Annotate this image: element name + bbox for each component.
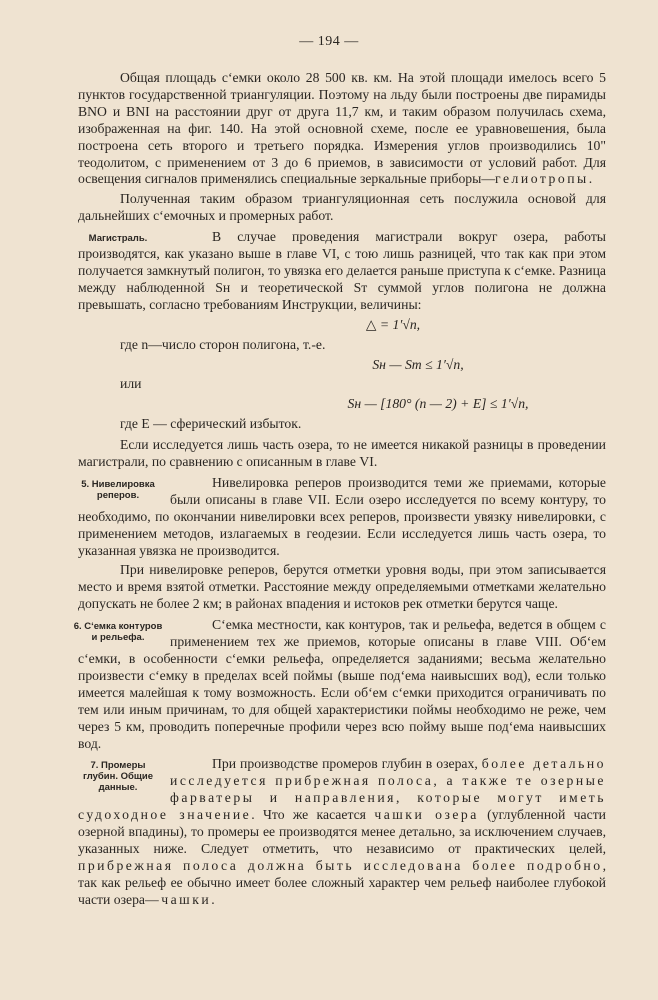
formula-2: Sн — Sт ≤ 1′√n, [372,356,464,372]
paragraph-text: (углубленной части озерной впадины), то промеры ее производятся менее детально, за исключением случаев, указанных ниже. Следует отметить, что независимо от практических целей, [78,807,607,856]
paragraph-water-marks: При нивелировке реперов, берутся отметки уровня воды, при этом записывается место и время взятой отметки. Расстояние между определяемыми отметками желательно допускать не более 2 км; в районах впадения и истоков рек отметки берутся чаще. [78,562,606,612]
paragraph-text: При производстве промеров глубин в озерах, [212,756,478,772]
page-number: — 194 — [299,34,359,49]
spaced-term: более детально исследуется прибрежная полоса, а также те озерные фарватеры и направления, которые могут иметь судоходное значение [78,756,607,823]
paragraph-leveling [78,475,606,560]
spaced-term: чашки озера [374,807,479,823]
formula-explanation-2: где E — сферический избыток. [120,416,302,432]
spaced-term: гелиотропы [495,171,589,187]
paragraph-magistral [78,229,606,314]
paragraph-text: Общая площадь с‘емки около 28 500 кв. км. На этой площади имелось всего 5 пунктов государственной триангуляции. Поэтому на льду были построены две пирамиды BNO и BNI на расстоянии друг от друга 11,7 км, и таким образом получилась схема, изображенная на фиг. 140. На этой основной схеме, после ее уравновешения, была построена сеть второго и третьего порядка. Измерения углов производились 10" теодолитом, с применением от 3 до 6 приемов, в зависимости от условий работ. Для освещения сигналов применялись специальные зеркальные приборы— [78,70,606,187]
spaced-term: прибрежная полоса должна быть исследована более подробно [78,857,603,873]
formula-1: △ = 1′√n, [365,316,421,332]
paragraph-survey [73,617,606,752]
paragraph-text: , так как рельеф ее обычно имеет более сложный характер чем рельеф наиболее глубокой части озера [78,857,606,907]
paragraph-network: Полученная таким образом триангуляционная сеть послужила основой для дальнейших с‘емочных и промерных работ. [78,191,606,224]
paragraph-text: . [211,891,215,907]
paragraph-depth [78,756,606,908]
paragraph-partial-lake: Если исследуется лишь часть озера, то не имеется никакой разницы в проведении магистрали, по сравнению с описанным в главе VI. [78,437,606,470]
side-heading-survey: 6. С‘емка контуров и рельефа. [73,621,163,644]
spaced-term: —чашки [145,891,212,907]
conjunction-or: или [120,376,142,392]
side-heading-leveling: 5. Нивелировка реперов. [81,478,155,501]
side-heading-magistral: Магистраль. [88,233,148,245]
page-body [73,70,607,912]
formula-3: Sн — [180° (n — 2) + E] ≤ 1′√n, [347,396,529,412]
paragraph-text: . [588,171,593,187]
side-heading-depth: 7. Промеры глубин. Общие данные. [82,760,154,794]
formula-explanation-1: где n—число сторон полигона, т.-е. [120,336,326,352]
paragraph-text: В случае проведения магистрали вокруг озера, работы производятся, как указано выше в главе VI, с тою лишь разницей, что так как при этом получается замкнутый полигон, то увязка его делается раньше приступа к с‘емке. Разница между наблюденной Sн и теоретической Sт суммой углов полигона не должна превышать, согласно требованиям Инструкции, величины: [78,229,606,312]
paragraph-text: Нивелировка реперов производится теми же приемами, которые были описаны в главе VII. Если озеро исследуется по всему контуру, то необходимо, по окончании нивелировки всех реперов, произвести увязку нивелировки, с применением методов, излагаемых в геодезии. Если исследуется лишь часть озера, то указанная увязка не производится. [78,474,606,558]
paragraph-text: . Что же касается [251,807,366,823]
paragraph-text: С‘емка местности, как контуров, так и рельефа, ведется в общем с применением тех же приемов, которые описаны в главе VIII. Об‘ем с‘емки, в особенности с‘емки рельефа, определяется заданиями; весьма желательно произвести с‘емку в пределах всей поймы (выше под‘ема наивысших вод), если только имеется малейшая к тому возможность. Если об‘ем с‘емки приходится ограничивать по тем или иным причинам, то для общей характеристики поймы необходимо не реже, чем через 5 км, проводить поперечные профили через всю пойму выше под‘ема наивысших вод. [78,617,606,751]
paragraph-triangulation [78,70,606,188]
